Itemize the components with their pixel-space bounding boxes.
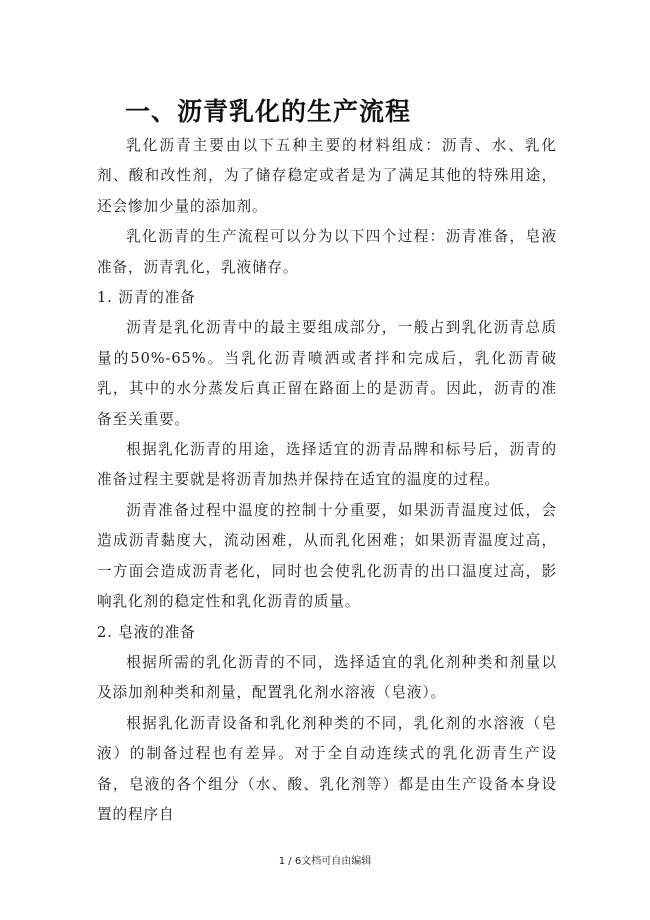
document-body xyxy=(97,131,557,830)
subsection-heading: 1. 沥青的准备 xyxy=(97,289,196,307)
paragraph: 沥青准备过程中温度的控制十分重要，如果沥青温度过低，会造成沥青黏度大，流动困难，从而乳化困难；如果沥青温度过高，一方面会造成沥青老化，同时也会使乳化沥青的出口温度过高，影响乳化剂的稳定性和乳化沥青的质量。 xyxy=(97,501,557,611)
paragraph: 根据乳化沥青设备和乳化剂种类的不同，乳化剂的水溶液（皂液）的制备过程也有差异。对于全自动连续式的乳化沥青生产设备，皂液的各个组分（水、酸、乳化剂等）都是由生产设备本身设置的程序自 xyxy=(97,714,557,823)
paragraph: 沥青是乳化沥青中的最主要组成部分，一般占到乳化沥青总质量的50%-65%。当乳化沥青喷洒或者拌和完成后，乳化沥青破乳，其中的水分蒸发后真正留在路面上的是沥青。因此，沥青的准备至关重要。 xyxy=(97,319,557,428)
section-title: 一、沥青乳化的生产流程 xyxy=(125,97,412,126)
page-footer: 1 / 6文档可自由编辑 xyxy=(278,856,372,867)
paragraph: 乳化沥青主要由以下五种主要的材料组成：沥青、水、乳化剂、酸和改性剂，为了储存稳定或者是为了满足其他的特殊用途，还会惨加少量的添加剂。 xyxy=(97,137,557,215)
subsection-heading: 2. 皂液的准备 xyxy=(97,623,196,641)
paragraph: 根据所需的乳化沥青的不同，选择适宜的乳化剂种类和剂量以及添加剂种类和剂量，配置乳化剂水溶液（皂液）。 xyxy=(97,653,557,702)
paragraph: 根据乳化沥青的用途，选择适宜的沥青品牌和标号后，沥青的准备过程主要就是将沥青加热并保持在适宜的温度的过程。 xyxy=(97,441,557,489)
paragraph: 乳化沥青的生产流程可以分为以下四个过程：沥青准备，皂液准备，沥青乳化，乳液储存。 xyxy=(97,228,557,276)
